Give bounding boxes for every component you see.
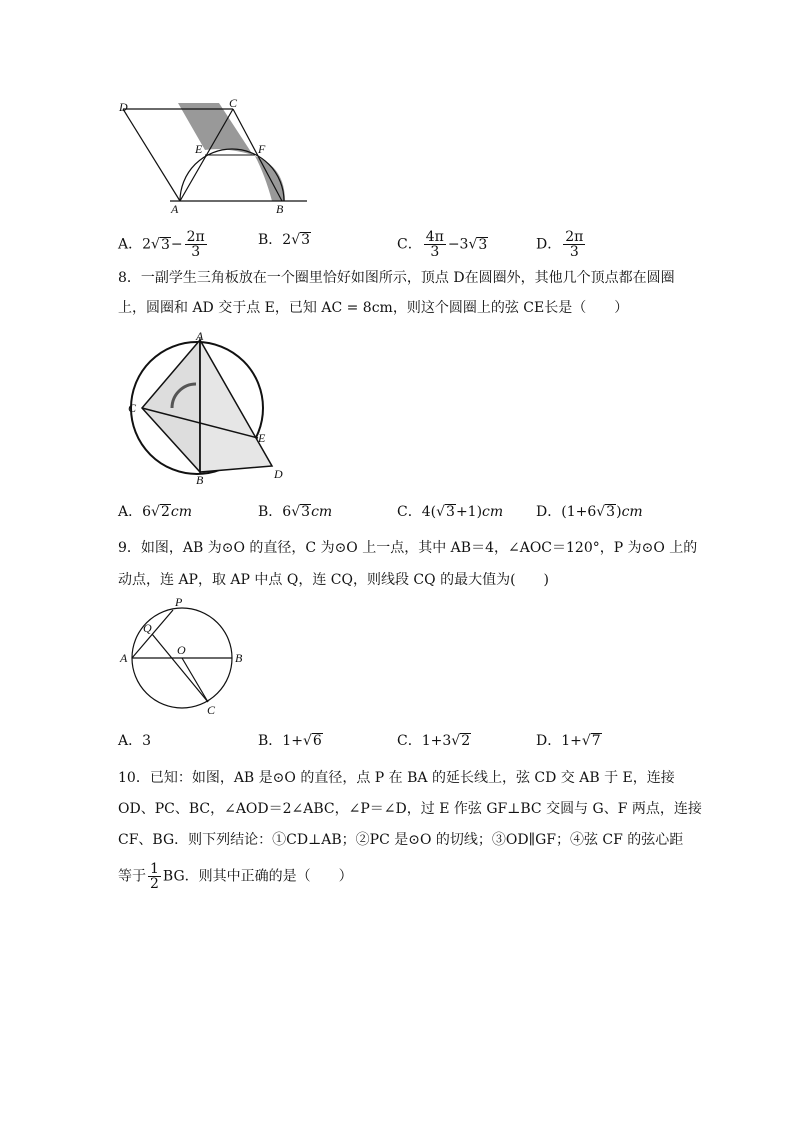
- q7-option-d[interactable]: [536, 230, 587, 259]
- unit: cm: [170, 504, 193, 520]
- minus-sign: −: [170, 236, 183, 253]
- radicand: 3: [160, 236, 170, 253]
- radicand: 3: [478, 236, 488, 253]
- option-label: A．: [118, 504, 143, 520]
- option-label: C．: [397, 236, 422, 253]
- option-label: A．: [118, 236, 143, 253]
- figure-parallelogram-semicircle: [115, 95, 315, 217]
- figure-circle-set-squares: [122, 332, 292, 487]
- option-label: B．: [258, 504, 283, 520]
- triangle-ruler-2: [200, 340, 272, 472]
- q8-option-b[interactable]: B．6√3cm: [258, 504, 333, 520]
- label-E: E: [195, 142, 203, 156]
- option-value: −3: [447, 236, 469, 253]
- denominator: 2: [150, 876, 159, 892]
- option-value: (1+6: [561, 504, 597, 520]
- option-tail: ): [616, 504, 622, 520]
- q10-text-line-3: CF、BG．则下列结论：①CD⊥AB；②PC 是⊙O 的切线；③OD∥GF；④弦 CF 的弦心距: [118, 832, 684, 848]
- radicand: 3: [446, 504, 455, 520]
- q8-option-c[interactable]: C．4(√3+1)cm: [397, 504, 504, 520]
- fraction: [424, 230, 446, 259]
- q8-text-line-2: 上，圆圈和 AD 交于点 E，已知 AC = 8cm，则这个圆圈上的弦 CE长是（ ）: [118, 300, 629, 316]
- option-label: C．: [397, 733, 422, 749]
- numerator: 1: [150, 861, 159, 877]
- q10-text-line-4: [118, 862, 353, 891]
- q9-option-d[interactable]: D．1+√7: [536, 733, 601, 749]
- label-D: D: [274, 467, 283, 481]
- fraction: [185, 230, 207, 259]
- fraction-half: [148, 862, 161, 891]
- label-O: O: [177, 643, 186, 657]
- option-label: C．: [397, 504, 422, 520]
- label-A: A: [171, 202, 179, 216]
- denominator: 3: [430, 244, 440, 260]
- option-label: D．: [536, 236, 562, 253]
- option-label: D．: [536, 504, 562, 520]
- q9-option-a[interactable]: [118, 731, 151, 751]
- radicand: 2: [461, 733, 471, 749]
- radicand: 3: [301, 504, 311, 520]
- q9-option-c[interactable]: C．1+3√2: [397, 733, 471, 749]
- radicand: 7: [591, 733, 601, 749]
- radicand: 3: [606, 504, 616, 520]
- option-value: 1+3: [421, 733, 452, 749]
- line4-suffix: BG．则其中正确的是（ ）: [162, 868, 353, 885]
- label-B: B: [235, 651, 243, 665]
- q10-text-line-1: 10．已知：如图，AB 是⊙O 的直径，点 P 在 BA 的延长线上，弦 CD 交 AB 于 E，连接: [118, 770, 675, 786]
- label-C: C: [207, 703, 216, 717]
- q9-text-line-1: 9．如图，AB 为⊙O 的直径，C 为⊙O 上一点，其中 AB＝4，∠AOC＝120°，P 为⊙O 上的: [118, 540, 698, 556]
- q9-text-line-2: 动点，连 AP，取 AP 中点 Q，连 CQ，则线段 CQ 的最大值为( ): [118, 572, 549, 588]
- radicand: 6: [312, 733, 322, 749]
- figure-circle-cq: [115, 594, 255, 718]
- label-C: C: [128, 401, 137, 415]
- label-D: D: [119, 100, 128, 114]
- label-E: E: [258, 431, 266, 445]
- option-value: 6: [282, 504, 292, 520]
- label-C: C: [229, 96, 238, 110]
- fraction: [563, 230, 585, 259]
- label-P: P: [175, 595, 183, 609]
- numerator: 4π: [425, 229, 444, 245]
- option-label: B．: [258, 733, 283, 749]
- option-tail: +1): [455, 504, 483, 520]
- radicand: 3: [301, 232, 311, 248]
- unit: cm: [621, 504, 643, 520]
- label-A: A: [120, 651, 128, 665]
- line4-prefix: 等于: [118, 868, 146, 885]
- label-A: A: [196, 332, 204, 343]
- option-value: 2: [282, 232, 292, 248]
- option-label: B．: [258, 232, 283, 248]
- q9-option-b[interactable]: B．1+√6: [258, 733, 322, 749]
- option-value: 6: [142, 504, 152, 520]
- q7-option-c[interactable]: C． $\frac{4\pi}{3}$ −3√3: [397, 229, 488, 260]
- numerator: 2π: [565, 229, 584, 245]
- label-B: B: [196, 473, 204, 487]
- option-label: A．: [118, 733, 143, 749]
- option-value: 2: [142, 236, 152, 253]
- denominator: 3: [569, 244, 579, 260]
- option-value: 1+: [282, 733, 303, 749]
- q8-option-d[interactable]: D．(1+6√3)cm: [536, 504, 643, 520]
- q8-option-a[interactable]: A．6√2cm: [118, 504, 193, 520]
- q7-option-a[interactable]: A．2√3− $\frac{2\pi}{3}$: [118, 229, 205, 260]
- q10-text-line-2: OD、PC、BC，∠AOD＝2∠ABC，∠P＝∠D，过 E 作弦 GF⊥BC 交圆与 G、F 两点，连接: [118, 801, 702, 817]
- unit: cm: [311, 504, 333, 520]
- option-value: 1+: [561, 733, 582, 749]
- label-F: F: [258, 142, 266, 156]
- option-value: 3: [142, 733, 152, 749]
- denominator: 3: [191, 244, 201, 260]
- option-label: D．: [536, 733, 562, 749]
- label-B: B: [276, 202, 284, 216]
- numerator: 2π: [186, 229, 205, 245]
- label-Q: Q: [143, 621, 152, 635]
- radicand: 2: [160, 504, 170, 520]
- q8-text-line-1: 8．一副学生三角板放在一个圈里恰好如图所示，顶点 D在圆圈外，其他几个顶点都在圆圈: [118, 270, 675, 286]
- option-value: 4(: [421, 504, 437, 520]
- unit: cm: [482, 504, 504, 520]
- q7-option-b[interactable]: B．2√3: [258, 232, 311, 248]
